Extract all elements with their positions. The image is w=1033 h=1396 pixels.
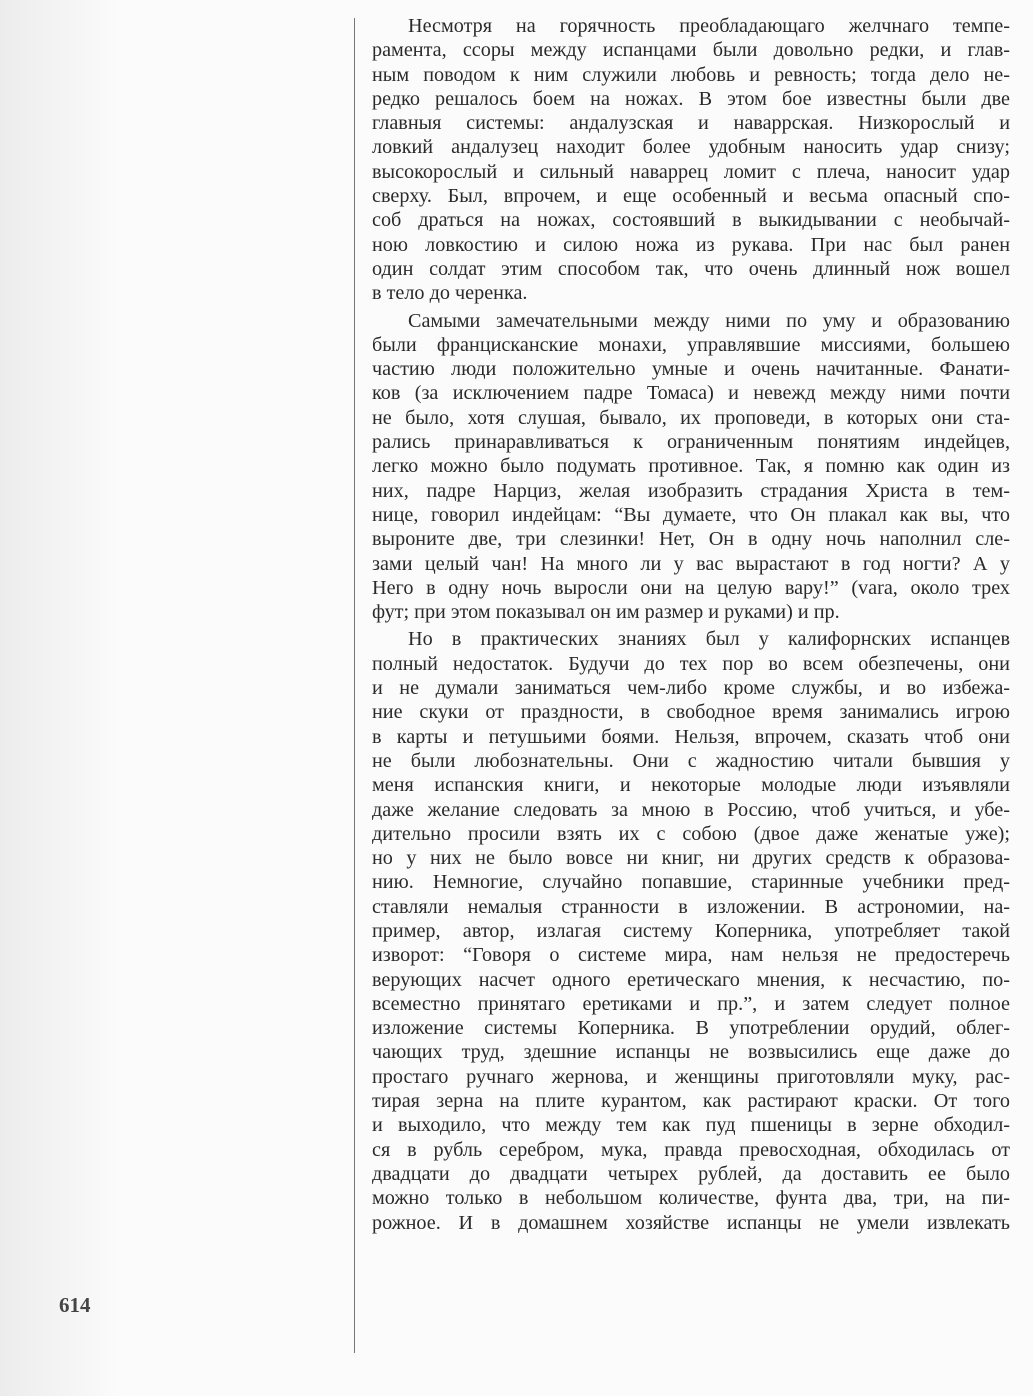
text-line: даже желание следовать за мною в Россию, чтоб учиться, и убе- bbox=[372, 798, 1010, 821]
column-rule bbox=[354, 18, 355, 1353]
text-line: редко решалось боем на ножах. В этом бое известны были две bbox=[372, 87, 1010, 110]
text-line: высокорослый и сильный наваррец ломит с плеча, наносит удар bbox=[372, 160, 1010, 183]
text-line: сверху. Был, впрочем, и еще особенный и весьма опасный спо- bbox=[372, 185, 1010, 208]
text-line: чающих труд, здешние испанцы не возвысились еще даже до bbox=[372, 1041, 1010, 1064]
text-line: главныя системы: андалузская и наваррская. Низкорослый и bbox=[372, 112, 1010, 135]
text-line: них, падре Нарциз, желая изобразить страдания Христа в тем- bbox=[372, 479, 1010, 502]
page-number: 614 bbox=[59, 1293, 91, 1317]
text-line: нию. Немногие, случайно попавшие, старинные учебники пред- bbox=[372, 871, 1010, 894]
text-line: частию люди положительно умные и очень начитанные. Фанати- bbox=[372, 358, 1010, 381]
paragraph bbox=[372, 627, 1010, 1234]
text-line: ною ловкостию и силою ножа из рукава. При нас был ранен bbox=[372, 233, 1010, 256]
text-line: изложение системы Коперника. В употреблении орудий, облег- bbox=[372, 1017, 1010, 1040]
text-line: Несмотря на горячность преобладающаго желчнаго темпе- bbox=[408, 15, 1010, 37]
text-line: ков (за исключением падре Томаса) и невежд между ними почти bbox=[372, 382, 1010, 405]
text-line: соб драться на ножах, состоявший в выкидывании с необычай- bbox=[372, 209, 1010, 232]
text-line: ся в рубль серебром, мука, правда превосходная, обходилась от bbox=[372, 1138, 1010, 1161]
text-line: ловкий андалузец находит более удобным наносить удар снизу; bbox=[372, 136, 1010, 159]
text-line: можно только в небольшом количестве, фунта два, три, на пи- bbox=[372, 1187, 1010, 1210]
text-line: дительно просили взять их с собою (двое даже женатые уже); bbox=[372, 822, 1010, 845]
text-line: не были любознательны. Они с жадностию читали бывшия у bbox=[372, 749, 1010, 772]
text-line: фут; при этом показывал он им размер и руками) и пр. bbox=[372, 601, 840, 624]
text-line: в тело до черенка. bbox=[372, 282, 528, 305]
paragraph bbox=[372, 309, 1010, 625]
text-line: изворот: “Говоря о системе мира, нам нельзя не предостеречь bbox=[372, 944, 1010, 967]
text-line: рожное. И в домашнем хозяйстве испанцы не умели извлекать bbox=[372, 1211, 1010, 1234]
text-line: рались принаравливаться к ограниченным понятиям индейцев, bbox=[372, 431, 1010, 454]
text-line: полный недостаток. Будучи до тех пор во всем обезпечены, они bbox=[372, 652, 1010, 675]
text-line: ным поводом к ним служили любовь и ревность; тогда дело не- bbox=[372, 63, 1010, 86]
text-line: выроните две, три слезинки! Нет, Он в одну ночь наполнил сле- bbox=[372, 528, 1010, 551]
text-line: легко можно было подумать противное. Так, я помню как один из bbox=[372, 455, 1010, 478]
scan-shadow bbox=[0, 0, 120, 1396]
text-line: Самыми замечательными между ними по уму и образованию bbox=[408, 309, 1010, 332]
text-line: в карты и петушьими боями. Нельзя, впрочем, сказать чтоб они bbox=[372, 725, 1010, 748]
text-line: Него в одну ночь выросли они на целую вару!” (vara, около трех bbox=[372, 576, 1010, 599]
text-line: но у них не было вовсе ни книг, ни других средств к образова- bbox=[372, 847, 1010, 870]
text-line: нице, говорил индейцам: “Вы думаете, что Он плакал как вы, что bbox=[372, 503, 1010, 526]
text-line: рамента, ссоры между испанцами были довольно редки, и глав- bbox=[372, 39, 1010, 62]
text-line: тирая зерна на плите курантом, как растирают краски. От того bbox=[372, 1090, 1010, 1113]
text-line: зами целый чан! На много ли у вас вырастают в год ногти? А у bbox=[372, 552, 1010, 575]
text-line: меня испанския книги, и некоторые молодые люди изъявляли bbox=[372, 774, 1010, 797]
text-line: ние скуки от праздности, в свободное время занимались игрою bbox=[372, 701, 1010, 724]
text-line: не было, хотя слушая, бывало, их проповеди, в которых они ста- bbox=[372, 406, 1010, 429]
text-line: верующих насчет одного еретическаго мнения, к несчастию, по- bbox=[372, 968, 1010, 991]
text-line: двадцати до двадцати четырех рублей, да доставить ее было bbox=[372, 1162, 1010, 1185]
text-line: один солдат этим способом так, что очень длинный нож вошел bbox=[372, 257, 1010, 280]
paragraph bbox=[372, 14, 1010, 306]
text-line: и выходило, что между тем как пуд пшеницы в зерне обходил- bbox=[372, 1114, 1010, 1137]
body-text bbox=[372, 14, 1010, 1238]
text-line: ставляли немалыя странности в изложении. В астрономии, на- bbox=[372, 895, 1010, 918]
text-line: простаго ручнаго жернова, и женщины приготовляли муку, рас- bbox=[372, 1065, 1010, 1088]
text-line: всеместно принятаго еретиками и пр.”, и затем следует полное bbox=[372, 992, 1010, 1015]
text-line: и не думали заниматься чем-либо кроме службы, и во избежа- bbox=[372, 677, 1010, 700]
text-line: Но в практических знаниях был у калифорнских испанцев bbox=[408, 628, 1010, 651]
text-line: были францисканские монахи, управлявшие миссиями, большею bbox=[372, 333, 1010, 356]
text-line: пример, автор, излагая систему Коперника, употребляет такой bbox=[372, 919, 1010, 942]
